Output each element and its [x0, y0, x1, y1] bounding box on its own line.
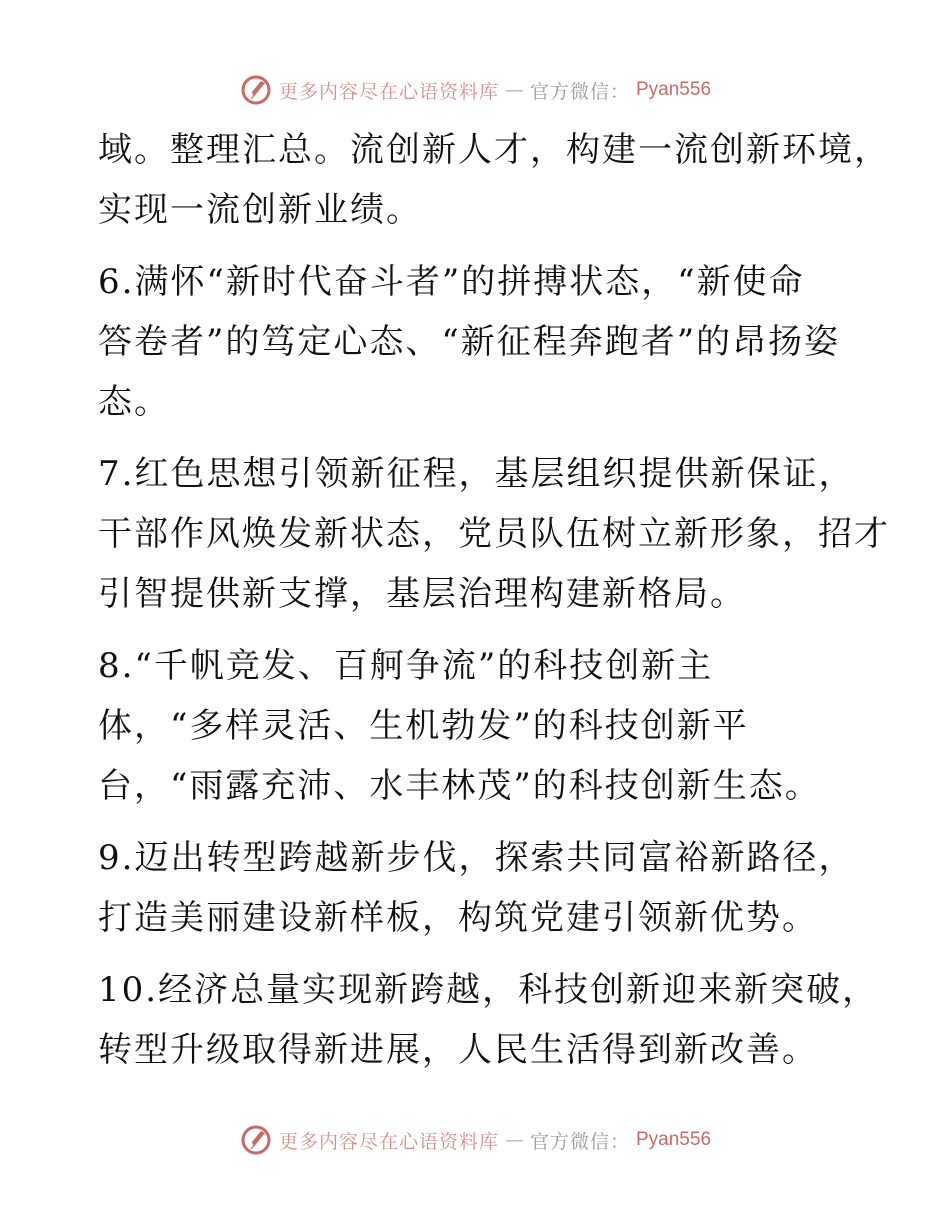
- text-line: 8.“千帆竞发、百舸争流”的科技创新主: [98, 646, 714, 686]
- text-line: 答卷者”的笃定心态、“新征程奔跑者”的昂扬姿: [98, 322, 841, 362]
- paragraph: [98, 444, 890, 624]
- paragraph: [98, 828, 858, 948]
- watermark-wechat-label: 官方微信：: [529, 1130, 630, 1153]
- text-line: 引智提供新支撑，基层治理构建新格局。: [98, 574, 746, 614]
- text-line: 态。: [98, 382, 170, 422]
- text-line: 干部作风焕发新状态，党员队伍树立新形象，招才: [98, 514, 890, 554]
- paragraph: [98, 636, 858, 816]
- text-line: 实现一流创新业绩。: [98, 190, 422, 230]
- watermark-brand: 更多内容尽在心语资料库: [278, 1130, 499, 1153]
- header-watermark: [0, 72, 950, 108]
- paragraph: [98, 120, 890, 240]
- text-line: 转型升级取得新进展，人民生活得到新改善。: [98, 1030, 818, 1070]
- paragraph: [98, 252, 858, 432]
- watermark-wechat-id: Pyan556: [636, 1129, 712, 1150]
- quill-seal-icon: [239, 1123, 273, 1157]
- watermark-wechat-id: Pyan556: [636, 79, 712, 100]
- text-line: 台，“雨露充沛、水丰林茂”的科技创新生态。: [98, 766, 821, 806]
- quill-seal-icon: [239, 73, 273, 107]
- text-line: 体，“多样灵活、生机勃发”的科技创新平: [98, 706, 749, 746]
- text-line: 10.经济总量实现新跨越，科技创新迎来新突破，: [98, 970, 879, 1010]
- footer-watermark: [0, 1122, 950, 1158]
- text-line: 7.红色思想引领新征程，基层组织提供新保证，: [98, 454, 855, 494]
- watermark-separator: —: [504, 79, 524, 101]
- text-line: 打造美丽建设新样板，构筑党建引领新优势。: [98, 898, 818, 938]
- watermark-separator: —: [504, 1129, 524, 1151]
- watermark-wechat-label: 官方微信：: [529, 80, 630, 103]
- watermark-brand: 更多内容尽在心语资料库: [278, 80, 499, 103]
- text-line: 域。整理汇总。流创新人才，构建一流创新环境，: [98, 130, 890, 170]
- document-body: [98, 120, 890, 1080]
- text-line: 6.满怀“新时代奋斗者”的拼搏状态，“新使命: [98, 262, 805, 302]
- text-line: 9.迈出转型跨越新步伐，探索共同富裕新路径，: [98, 838, 855, 878]
- paragraph: [98, 960, 879, 1080]
